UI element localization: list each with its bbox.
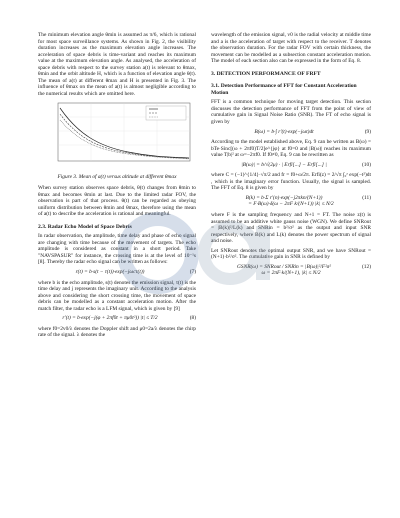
left-paragraph-1: The minimum elevation angle θmin is assumed as π/6, which is rational for most space surveillance systems. As shown in Fig. 2, the visibility duration increases as the maximum elevation angle increases. The acceleration of space debris is time-variant and reaches its maximum value at the maximum elevation angle. As analysed, the acceleration of space debris with respect to the survey station a(t) is relevant to θmax, θmin and the orbit altitude H, which is a function of elevation angle θ(t). The mean of a(t) at different θmax and H is presented in Fig. 3. The influence of θmax on the mean of a(t) is almost negligible according to the numerical results which are omitted here. (38, 32, 196, 97)
left-paragraph-5: where f0=2v0/λ denotes the Doppler shift and μ0=2a/λ denotes the chirp rate of the signal. λ denotes the (38, 325, 196, 339)
right-column (211, 32, 371, 281)
equation-12-line-2: ω = 2πF·k/(N+1), |k| ≤ N/2 (261, 270, 321, 277)
equation-11-line-1: B(k) = b·Σ r′(n)·exp(−j2πkn/(N+1)) (245, 194, 323, 201)
figure-3-plot (38, 100, 196, 172)
equation-12 (211, 264, 371, 277)
equation-7-number: (7) (189, 269, 196, 276)
left-paragraph-4: where b is the echo amplitude, s(t) denotes the emission signal, τ(t) is the time delay and j represents the imaginary unit. According to the analysis above and considering the short crossing time, the movement of space debris can be modelled as a constant acceleration motion. After the match filter, the radar echo is a LFM signal, which is given by [9] (38, 279, 196, 312)
equation-9 (211, 129, 371, 136)
figure-3-caption: Figure 3. Mean of a(t) versus altitude at different θmax (57, 174, 177, 181)
section-2-3-heading: 2.3. Radar Echo Model of Space Debris (38, 223, 132, 230)
figure-3 (38, 100, 196, 172)
equation-10-number: (10) (362, 161, 371, 168)
equation-7 (38, 269, 196, 276)
left-paragraph-2: When survey station observes space debris, θ(t) changes from θmin to θmax and becomes θmin at last. Due to the limited radar FOV, the observation is part of that process. θ(t) can be regarded as obeying uniform distribution between θmin and θmax, therefore using the mean of a(t) to describe the acceleration is rational and meaningful. (38, 185, 196, 218)
right-paragraph-3: According to the model established above, Eq. 9 can be written as B(ω) = bTe·Sinc[(ω + 2πf0)T/2]e^{jφ} at f0=0 and |B(ω)| reaches its maximum value T|b|² at ω=−2πf0. If f0≠0, Eq. 9 can be rewritten as (211, 139, 371, 159)
equation-11 (211, 195, 371, 208)
section-3-heading: 3. DETECTION PERFORMANCE OF FRFT (211, 70, 321, 77)
equation-9-number: (9) (364, 128, 371, 135)
left-column (38, 32, 196, 342)
equation-10-body: |B(ω)| = b/√(2μ) · | Erfi[...] − Erfi[...] | (241, 161, 327, 168)
equation-8-body: r′(t) = b·exp(−j(φ + 2πf0t + πμ0t²)) |t| ≤ T/2 (62, 315, 158, 322)
equation-9-body: B(ω) = b·∫ r′(t)·exp(−jωt)dt (254, 128, 314, 135)
section-3-1-heading: 3.1. Detection Performance of FFT for Constant Acceleration Motion (211, 83, 357, 96)
right-paragraph-6: Let SNRout denotes the optimal output SNR, and we have SNRout = (N+1)·b²/σ². The cumulative gain in SNR is defined by (211, 247, 371, 261)
equation-10 (211, 162, 371, 169)
equation-7-body: r(t) = b·s(t − τ(t))·exp(−jωcτ(t)) (75, 269, 145, 276)
equation-12-line-1: GSNR(ω) = SNRout / SNRin = |B(ω)|²/F²σ² (237, 263, 331, 270)
left-paragraph-3: In radar observation, the amplitude, time delay and phase of echo signal are changing with time because of the movement of targets. The echo amplitude is considered as constant in a short period. Take "NAVSPASUR" for instance, the crossing time is at the level of 10⁻¹s [8]. Thereby the radar echo signal can be written as follows: (38, 233, 196, 266)
right-paragraph-2: FFT is a common technique for moving target detection. This section discusses the detection performance of FFT from the point of view of cumulative gain in Signal Noise Ratio (SNR). The FT of echo signal is given by (211, 99, 371, 126)
equation-12-number: (12) (362, 263, 371, 270)
right-paragraph-1: wavelength of the emission signal, v0 is the radial velocity at middle time and a is the acceleration of target with respect to the receiver. T denotes the observation duration. For the radar FOV with certain thickness, the movement can be modelled as a subsection constant acceleration motion. The model of each section also can be expressed in the form of Eq. 8. (211, 32, 371, 65)
figure-3-curve-3 (60, 120, 189, 159)
right-paragraph-5: where F is the sampling frequency and N+1 = FT. The noise z(t) is assumed to be an additive white gauss noise (WGN). We define SNRout = |B(k)|²/L(k) and SNRin = b²/σ² as the output and input SNR respectively, where B(k) and L(k) denotes the power spectrum of signal and noise. (211, 212, 371, 245)
figure-3-curve-2 (60, 114, 189, 159)
right-paragraph-4: where C = (−1)^{1/4}·√π/2 and fr = f0+ω/2π. Erfi(z) = 2/√π ∫₀ᶻ exp(−t²)dt , which is the imaginary error function. Usually, the signal is sampled. The FFT of Eq. 8 is given by (211, 172, 371, 192)
equation-8-number: (8) (189, 315, 196, 322)
equation-11-number: (11) (362, 194, 371, 201)
equation-8 (38, 315, 196, 322)
equation-11-line-2: = F·B(ω)·δ(ω − 2πF k/(N+1)) |k| ≤ N/2 (248, 201, 334, 208)
